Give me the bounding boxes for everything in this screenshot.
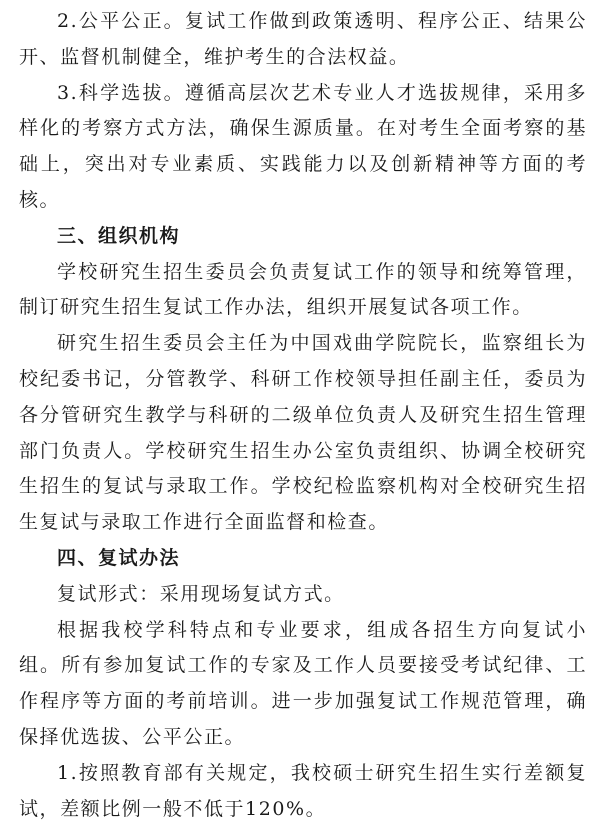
- paragraph-differential-ratio: 1.按照教育部有关规定，我校硕士研究生招生实行差额复试，差额比例一般不低于120%。: [19, 761, 587, 820]
- paragraph-retest-form: 复试形式：采用现场复试方式。: [57, 582, 345, 605]
- paragraph-retest-groups: 根据我校学科特点和专业要求，组成各招生方向复试小组。所有参加复试工作的专家及工作人员要接受考试纪律、工作程序等方面的考前培训。进一步加强复试工作规范管理，确保择优选拔、公平公正。: [19, 618, 587, 748]
- paragraph-scientific-selection: 3.科学选拔。遵循高层次艺术专业人才选拔规律，采用多样化的考察方式方法，确保生源质量。在对考生全面考察的基础上，突出对专业素质、实践能力以及创新精神等方面的考核。: [19, 81, 587, 211]
- paragraph-committee-members: 研究生招生委员会主任为中国戏曲学院院长，监察组长为校纪委书记，分管教学、科研工作校领导担任副主任，委员为各分管研究生教学与科研的二级单位负责人及研究生招生管理部门负责人。学校研究生招生办公室负责组织、协调全校研究生招生的复试与录取工作。学校纪检监察机构对全校研究生招生复试与录取工作进行全面监督和检查。: [19, 332, 587, 534]
- section-heading-organization: 三、组织机构: [57, 224, 181, 247]
- paragraph-committee-duties: 学校研究生招生委员会负责复试工作的领导和统筹管理，制订研究生招生复试工作办法，组织开展复试各项工作。: [19, 260, 587, 319]
- section-heading-retest-method: 四、复试办法: [57, 546, 181, 569]
- paragraph-fairness: 2.公平公正。复试工作做到政策透明、程序公正、结果公开、监督机制健全，维护考生的合法权益。: [19, 10, 587, 68]
- document-page: [19, 4, 587, 827]
